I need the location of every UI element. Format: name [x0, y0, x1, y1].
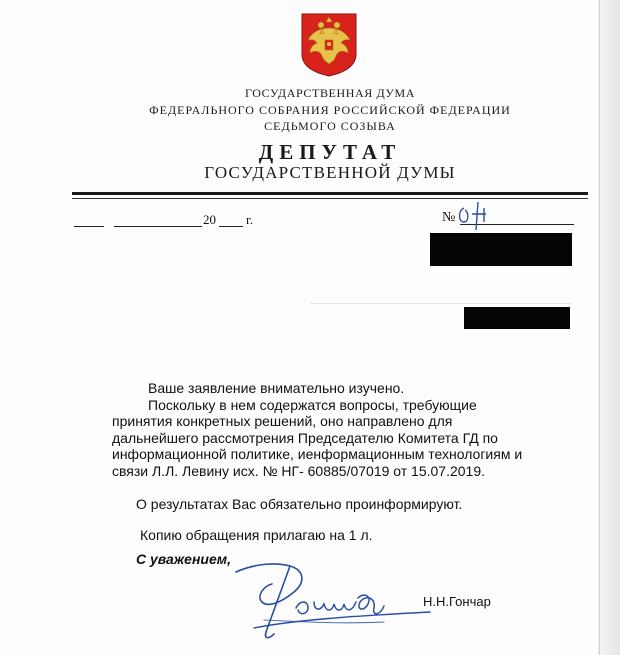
header-subtitle-state-duma: ГОСУДАРСТВЕННОЙ ДУМЫ — [204, 163, 456, 182]
header-line-convocation: СЕДЬМОГО СОЗЫВА — [264, 119, 396, 133]
body-paragraph-1: Ваше заявление внимательно изучено. — [148, 380, 405, 396]
number-sign: № — [442, 210, 456, 225]
body-paragraph-2-line-5: связи Л.Л. Левину исх. № НГ- 60885/07019 от 15.07.2019. — [112, 463, 486, 479]
address-faint-line — [310, 303, 572, 304]
date-day-blank — [74, 226, 104, 227]
date-year-suffix: г. — [246, 212, 254, 227]
body-paragraph-3: О результатах Вас обязательно проинформируют. — [136, 496, 463, 512]
header-rule-thin — [72, 198, 588, 199]
header-line-federal-assembly: ФЕДЕРАЛЬНОГО СОБРАНИЯ РОССИЙСКОЙ ФЕДЕРАЦИИ — [149, 103, 511, 117]
date-month-blank — [114, 226, 202, 227]
date-year-prefix: 20 — [203, 212, 216, 227]
signer-name: Н.Н.Гончар — [423, 594, 491, 609]
body-paragraph-4: Копию обращения прилагаю на 1 л. — [140, 527, 373, 543]
closing-regards: С уважением, — [136, 551, 231, 567]
redacted-recipient-block — [430, 233, 572, 266]
coat-of-arms-emblem — [300, 12, 358, 78]
header-line-duma: ГОСУДАРСТВЕННАЯ ДУМА — [244, 86, 416, 100]
header-rule-thick — [72, 192, 588, 195]
handwritten-number-mark — [456, 200, 496, 234]
body-paragraph-2-line-4: информационной политике, иенформационным технологиям и — [112, 446, 523, 462]
redacted-address-block — [464, 307, 570, 329]
body-paragraph-2-line-2: принятия конкретных решений, оно направлено для — [112, 413, 453, 429]
body-paragraph-2-line-1: Поскольку в нем содержатся вопросы, требующие — [148, 397, 477, 413]
handwritten-signature — [234, 558, 434, 653]
body-paragraph-2-line-3: дальнейшего рассмотрения Председателю Комитета ГД по — [112, 430, 498, 446]
header-title-deputy: ДЕПУТАТ — [258, 140, 402, 164]
date-year-blank — [219, 226, 243, 227]
